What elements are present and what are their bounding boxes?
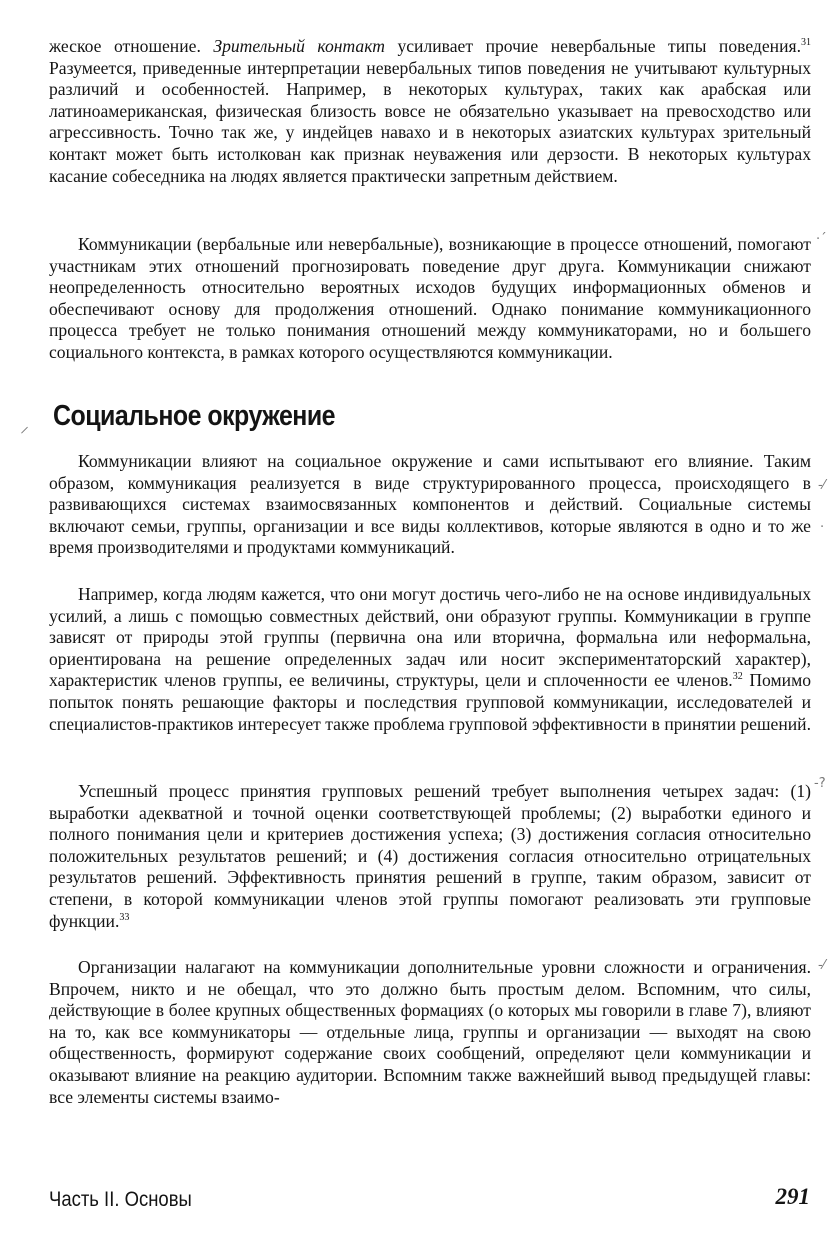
- section-heading: Социальное окружение: [53, 400, 336, 432]
- paragraph-social-environment: Коммуникации влияют на социальное окружение и сами испытывают его влияние. Таким образом, коммуникация реализуется в виде структурированного процесса, происходящего в развивающихся системах взаимосвязанных компонентов и действий. Социальные системы включают семьи, группы, организации и все виды коллективов, которые являются в одно и то же время производителями и продуктами коммуникаций.: [49, 451, 811, 558]
- emphasis-eye-contact: Зрительный контакт: [213, 36, 385, 56]
- paragraph-nonverbal-behavior: [49, 36, 811, 187]
- text-run: Помимо попыток понять решающие факторы и последствия групповой коммуникации, исследователей и специалистов-практиков интересует также проблема групповой эффективности в принятии решений.: [49, 670, 811, 734]
- footnote-ref-33: 33: [119, 911, 130, 923]
- footnote-ref-31: 31: [801, 37, 811, 49]
- text-run: Разумеется, приведенные интерпретации невербальных типов поведения не учитывают культурных различий и особенностей. Например, в некоторых культурах, таких как арабская или латиноамериканская, физическая близость вовсе не обязательно указывает на превосходство или агрессивность. Точно так же, у индейцев навахо и в некоторых азиатских культурах зрительный контакт может быть истолкован как признак неуважения или дерзости. В некоторых культурах касание собеседника на людях является практически запретным действием.: [49, 57, 811, 186]
- margin-mark: -?: [814, 776, 826, 791]
- running-footer-part: Часть II. Основы: [49, 1188, 192, 1211]
- page-number: 291: [775, 1184, 810, 1209]
- margin-mark: ·: [820, 520, 825, 535]
- margin-mark: -⁄: [818, 478, 825, 493]
- margin-mark: ·´: [816, 232, 827, 247]
- text-run: Успешный процесс принятия групповых решений требует выполнения четырех задач: (1) выработки адекватной и точной оценки соответствующей проблемы; (2) выработки единого и полного понимания цели и критериев достижения успеха; (3) достижения согласия относительно положительных результатов решений; и (4) достижения согласия относительно отрицательных результатов решений. Эффективность принятия решений в группе, таким образом, зависит от степени, в которой коммуникации членов этой группы помогают реализовать эти групповые функции.: [49, 781, 811, 931]
- text-run: усиливает прочие невербальные типы поведения.: [384, 36, 801, 56]
- text-run: Например, когда людям кажется, что они могут достичь чего-либо не на основе индивидуальных усилий, а лишь с помощью совместных действий, они образуют группы. Коммуникации в группе зависят от природы этой группы (первична она или вторична, формальна или неформальна, ориентирована на решение определенных задач или носит экспериментаторский характер), характеристик членов группы, ее величины, структуры, цели и сплоченности ее членов.: [49, 584, 811, 691]
- footnote-ref-32: 32: [732, 671, 743, 683]
- paragraph-organizations: Организации налагают на коммуникации дополнительные уровни сложности и ограничения. Впрочем, никто и не обещал, что это должно быть простым делом. Вспомним, что силы, действующие в более крупных общественных формациях (о которых мы говорили в главе 7), влияют на то, как все коммуникаторы — отдельные лица, группы и организации — выходят на свою общественность, формируют содержание своих сообщений, определяют цели коммуникации и оказывают влияние на реакцию аудитории. Вспомним также важнейший вывод предыдущей главы: все элементы системы взаимо-: [49, 957, 811, 1107]
- paragraph-relationship-communication: Коммуникации (вербальные или невербальные), возникающие в процессе отношений, помогают участникам этих отношений прогнозировать поведение друг друга. Коммуникации снижают неопределенность относительно вероятных исходов будущих информационных обменов и обеспечивают основу для продолжения отношений. Однако понимание коммуникационного процесса требует не только понимания отношений между коммуникаторами, но и большего социального контекста, в рамках которого осуществляются коммуникации.: [49, 234, 811, 362]
- paragraph-groups: [49, 584, 811, 735]
- paragraph-group-decisions: [49, 781, 811, 932]
- margin-tick-mark: ⸝: [20, 416, 29, 437]
- text-run: жеское отношение.: [49, 36, 214, 56]
- margin-mark: -⁄: [818, 958, 825, 973]
